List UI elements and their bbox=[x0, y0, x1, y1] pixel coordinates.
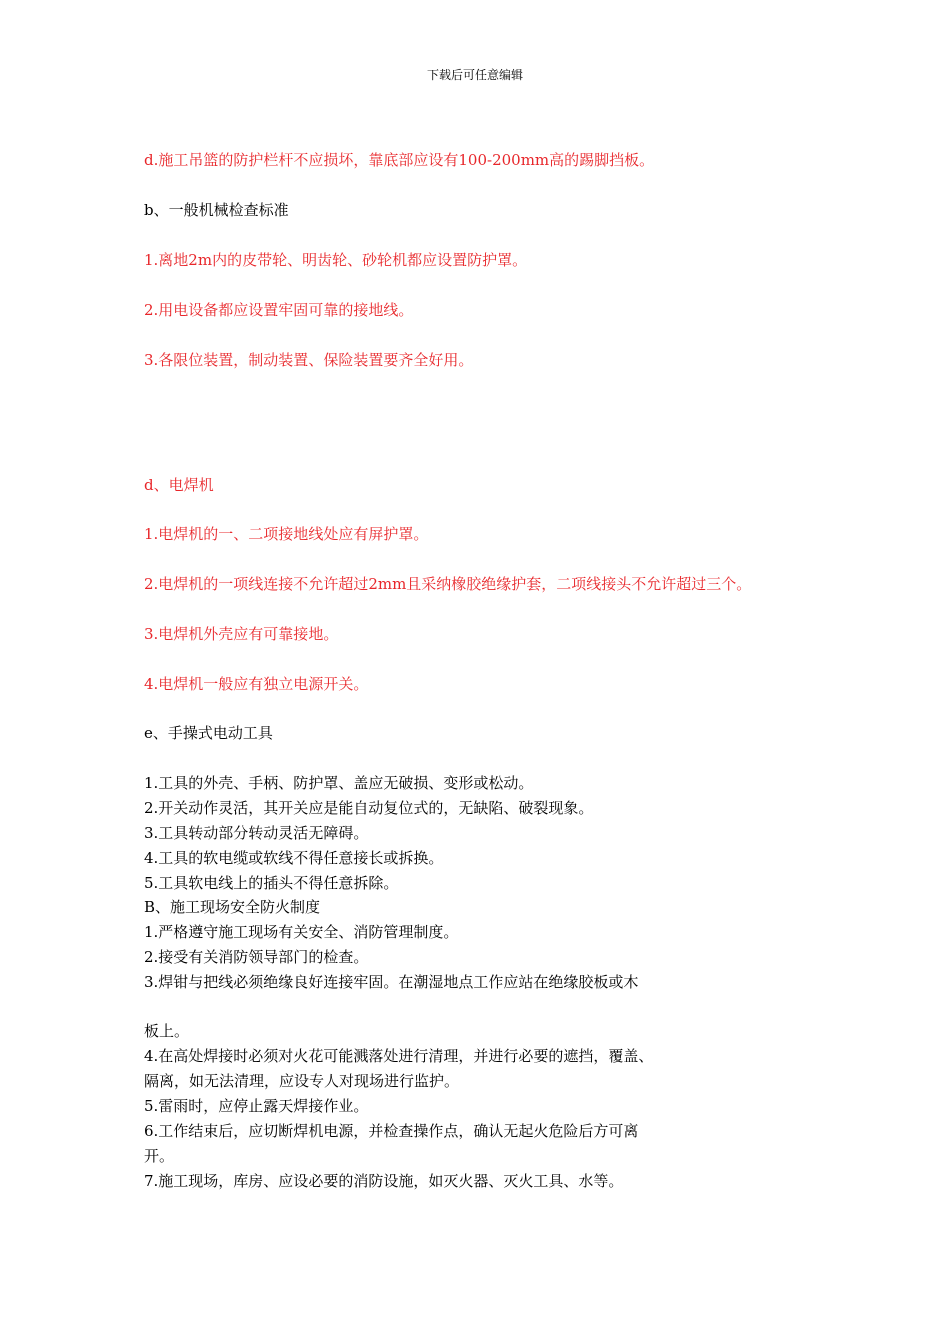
text-line: 4.电焊机一般应有独立电源开关。 bbox=[144, 675, 369, 693]
text-line: 板上。 bbox=[144, 1022, 190, 1040]
text-line: 2.开关动作灵活，其开关应是能自动复位式的，无缺陷、破裂现象。 bbox=[144, 799, 594, 817]
page-header: 下载后可任意编辑 bbox=[426, 68, 523, 82]
text-line: 2.用电设备都应设置牢固可靠的接地线。 bbox=[144, 301, 414, 319]
text-line: 3.焊钳与把线必须绝缘良好连接牢固。在潮湿地点工作应站在绝缘胶板或木 bbox=[144, 973, 639, 991]
text-line: 2.电焊机的一项线连接不允许超过2mm且采纳橡胶绝缘护套，二项线接头不允许超过三个。 bbox=[144, 575, 752, 593]
text-line: 隔离，如无法清理，应设专人对现场进行监护。 bbox=[144, 1072, 460, 1090]
text-line: 3.各限位装置，制动装置、保险装置要齐全好用。 bbox=[144, 351, 474, 369]
text-line: 开。 bbox=[144, 1147, 175, 1165]
section-heading: d、电焊机 bbox=[144, 476, 214, 494]
text-line: 1.工具的外壳、手柄、防护罩、盖应无破损、变形或松动。 bbox=[144, 774, 534, 792]
text-line: 5.雷雨时，应停止露天焊接作业。 bbox=[144, 1097, 369, 1115]
text-line: 4.在高处焊接时必须对火花可能溅落处进行清理，并进行必要的遮挡，覆盖、 bbox=[144, 1047, 654, 1065]
text-line: 1.离地2m内的皮带轮、明齿轮、砂轮机都应设置防护罩。 bbox=[144, 251, 528, 269]
section-heading: e、手操式电动工具 bbox=[144, 724, 273, 742]
text-line: 3.电焊机外壳应有可靠接地。 bbox=[144, 625, 339, 643]
text-line: 2.接受有关消防领导部门的检查。 bbox=[144, 948, 369, 966]
text-line: 7.施工现场，库房、应设必要的消防设施，如灭火器、灭火工具、水等。 bbox=[144, 1172, 624, 1190]
text-line: 5.工具软电线上的插头不得任意拆除。 bbox=[144, 874, 399, 892]
section-heading: b、一般机械检查标准 bbox=[144, 201, 289, 219]
text-line: d.施工吊篮的防护栏杆不应损坏，靠底部应设有100-200mm高的踢脚挡板。 bbox=[144, 151, 655, 169]
text-line: 3.工具转动部分转动灵活无障碍。 bbox=[144, 824, 369, 842]
text-line: 1.严格遵守施工现场有关安全、消防管理制度。 bbox=[144, 923, 459, 941]
text-line: 4.工具的软电缆或软线不得任意接长或拆换。 bbox=[144, 849, 444, 867]
section-heading: B、施工现场安全防火制度 bbox=[144, 898, 321, 916]
text-line: 1.电焊机的一、二项接地线处应有屏护罩。 bbox=[144, 525, 429, 543]
text-line: 6.工作结束后，应切断焊机电源，并检查操作点，确认无起火危险后方可离 bbox=[144, 1122, 639, 1140]
